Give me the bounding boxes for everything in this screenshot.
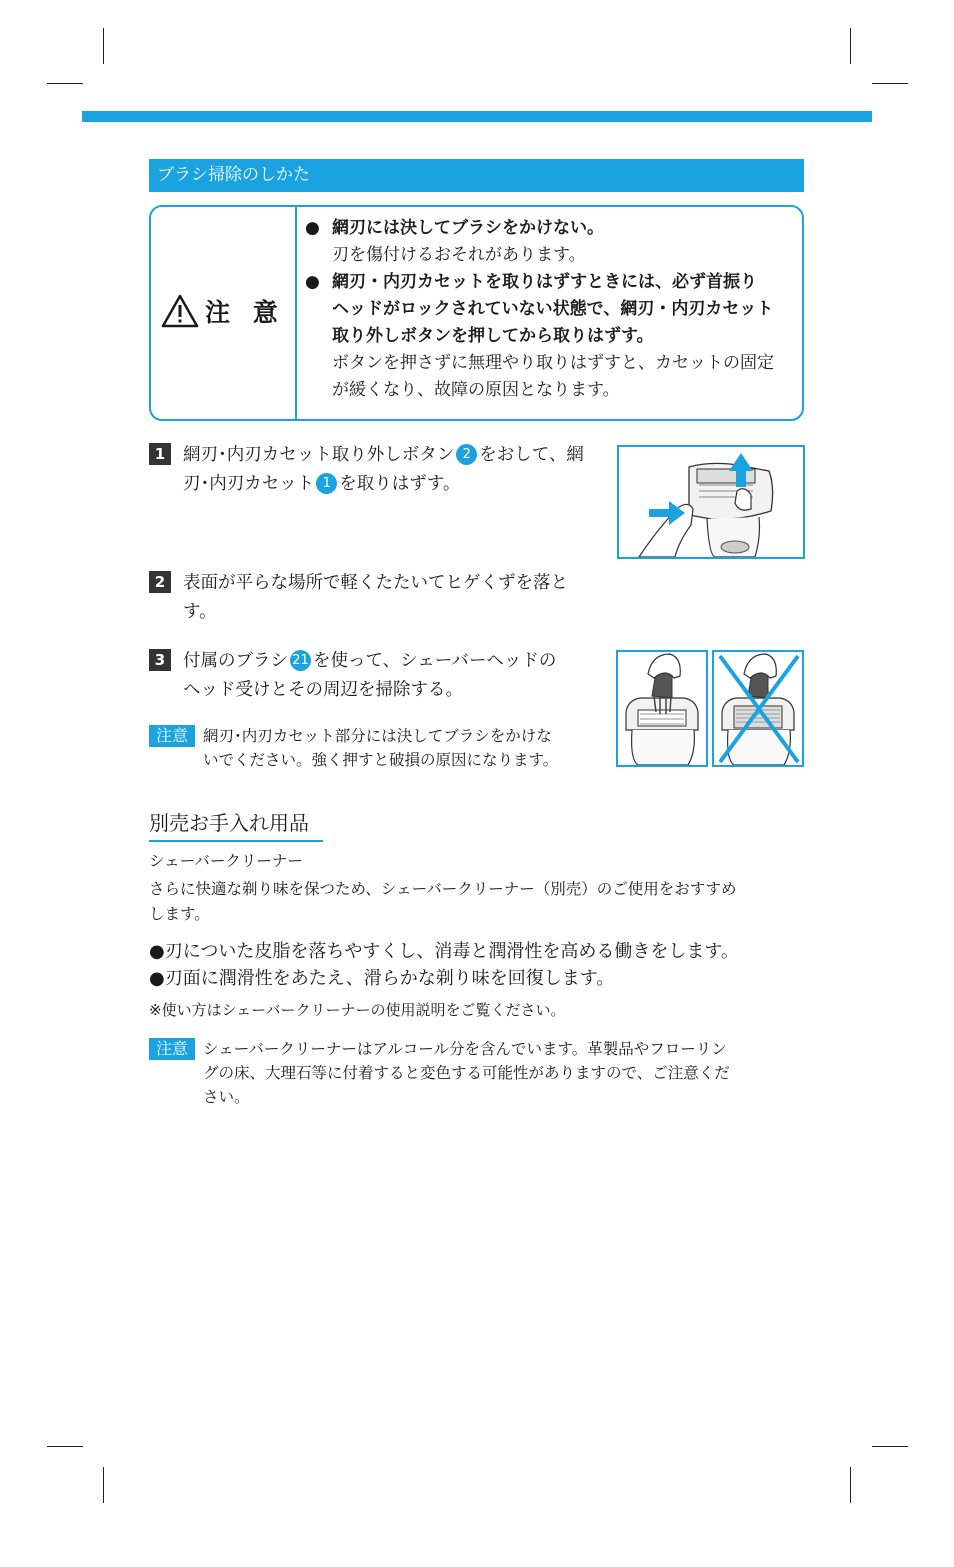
caution-heading-line: ● 網刃には決してブラシをかけない。 bbox=[305, 218, 604, 238]
crop-mark bbox=[872, 1446, 908, 1447]
step3-correct-illustration bbox=[616, 650, 708, 767]
section-title: ブラシ掃除のしかた bbox=[149, 159, 804, 192]
step1-illustration bbox=[617, 445, 805, 559]
caution-divider bbox=[295, 207, 297, 419]
step3-wrong-illustration bbox=[712, 650, 804, 767]
step-text: 網刃･内刃カセット取り外しボタン 2 をおして、網 刃･内刃カセット 1 を取りはずす。 bbox=[183, 445, 584, 494]
accessories-title: 別売お手入れ用品 bbox=[149, 811, 309, 835]
caution-word: 注 意 bbox=[205, 298, 285, 327]
footnote: ※使い方はシェーバークリーナーの使用説明をご覧ください。 bbox=[149, 1001, 566, 1019]
crop-mark bbox=[872, 83, 908, 84]
ref-circle: 2 bbox=[456, 444, 477, 465]
caution-body-line: が緩くなり、故障の原因となります。 bbox=[332, 380, 620, 400]
ref-circle: 1 bbox=[316, 473, 337, 494]
step-text: 付属のブラシ 21 を使って、シェーバーヘッドの ヘッド受けとその周辺を掃除する。 bbox=[183, 651, 557, 700]
crop-mark bbox=[47, 83, 83, 84]
crop-mark bbox=[850, 28, 851, 64]
ref-circle: 21 bbox=[290, 650, 311, 671]
product-description: さらに快適な剃り味を保つため、シェーバークリーナー（別売）のご使用をおすすめ します。 bbox=[149, 880, 737, 923]
caution-heading-line: 取り外しボタンを押してから取りはずす。 bbox=[332, 326, 654, 346]
step-number: 2 bbox=[149, 571, 171, 593]
note-text: シェーバークリーナーはアルコール分を含んでいます。革製品やフローリン グの床、大理石等に付着すると変色する可能性がありますので、ご注意くだ さい。 bbox=[203, 1040, 730, 1106]
benefit-item: ●刃についた皮脂を落ちやすくし、消毒と潤滑性を高める働きをします。 bbox=[149, 941, 739, 962]
note-text: 網刃･内刃カセット部分には決してブラシをかけな いでください。強く押すと破損の原因になります。 bbox=[203, 727, 559, 769]
crop-mark bbox=[103, 1467, 104, 1503]
top-accent-bar bbox=[82, 111, 872, 122]
crop-mark bbox=[47, 1446, 83, 1447]
title-underline bbox=[149, 840, 323, 842]
caution-heading-line: ● 網刃・内刃カセットを取りはずすときには、必ず首振り bbox=[305, 272, 757, 292]
product-name: シェーバークリーナー bbox=[149, 852, 303, 870]
crop-mark bbox=[850, 1467, 851, 1503]
step-text: 表面が平らな場所で軽くたたいてヒゲくずを落と す。 bbox=[183, 573, 568, 622]
step-number: 3 bbox=[149, 649, 171, 671]
caution-body-line: ボタンを押さずに無理やり取りはずすと、カセットの固定 bbox=[332, 353, 774, 373]
caution-box bbox=[149, 205, 804, 421]
caution-content bbox=[305, 215, 792, 404]
benefit-item: ●刃面に潤滑性をあたえ、滑らかな剃り味を回復します。 bbox=[149, 968, 615, 989]
note-badge: 注意 bbox=[149, 1038, 195, 1060]
warning-triangle-icon bbox=[161, 294, 199, 328]
caution-body-line: 刃を傷付けるおそれがあります。 bbox=[332, 245, 586, 265]
caution-label bbox=[161, 293, 285, 329]
note-badge: 注意 bbox=[149, 725, 195, 747]
caution-heading-line: ヘッドがロックされていない状態で、網刃・内刃カセット bbox=[332, 299, 774, 319]
step-number: 1 bbox=[149, 443, 171, 465]
crop-mark bbox=[103, 28, 104, 64]
